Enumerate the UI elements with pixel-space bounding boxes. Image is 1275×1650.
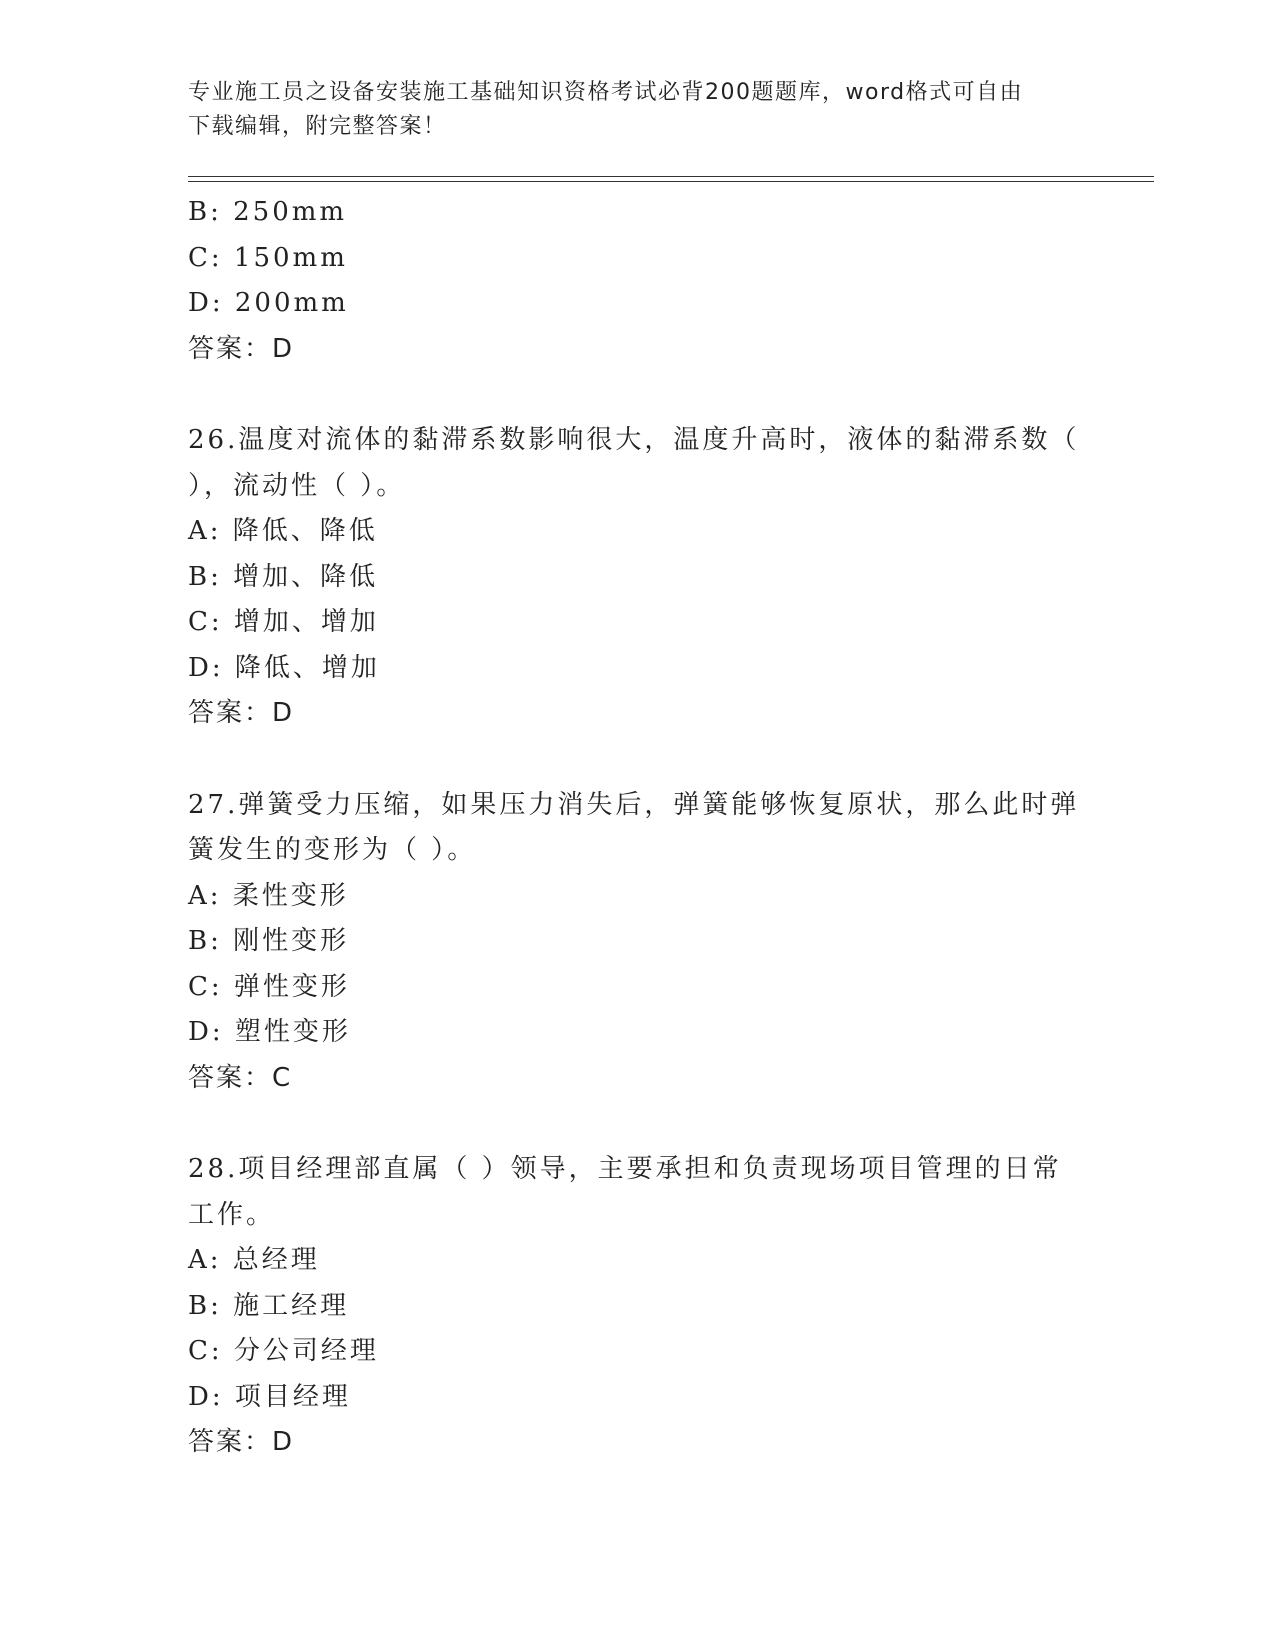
option-a: A: 柔性变形	[188, 880, 349, 911]
answer: 答案：D	[188, 1427, 295, 1457]
document-header	[188, 76, 1068, 144]
question-list	[188, 190, 1088, 1466]
option-c: C: 150mm	[188, 242, 348, 273]
question-26	[188, 418, 1088, 737]
option-d: D: 降低、增加	[188, 652, 380, 683]
option-b: B: 增加、降低	[188, 561, 379, 592]
answer: 答案：C	[188, 1062, 293, 1093]
option-c: C: 增加、增加	[188, 607, 379, 637]
option-c: C: 弹性变形	[188, 971, 350, 1002]
option-d: D: 项目经理	[188, 1381, 351, 1412]
option-d: D: 塑性变形	[188, 1017, 351, 1047]
option-d: D: 200mm	[188, 288, 349, 318]
question-text-line-1: 26.温度对流体的黏滞系数影响很大，温度升高时，液体的黏滞系数（	[188, 425, 1080, 455]
option-b: B: 250mm	[188, 197, 348, 227]
option-b: B: 施工经理	[188, 1290, 350, 1321]
question-28	[188, 1147, 1088, 1466]
spacer	[188, 372, 1088, 418]
question-27	[188, 783, 1088, 1102]
header-title-line-1: 专业施工员之设备安装施工基础知识资格考试必背200题题库，word格式可自由	[188, 80, 1024, 105]
header-rule-top	[188, 176, 1154, 177]
option-a: A: 总经理	[188, 1245, 320, 1275]
header-rule-bottom	[188, 181, 1154, 182]
option-c: C: 分公司经理	[188, 1336, 379, 1366]
header-title-line-2: 下载编辑，附完整答案！	[188, 114, 447, 139]
spacer	[188, 1101, 1088, 1147]
answer: 答案：D	[188, 333, 295, 364]
spacer	[188, 737, 1088, 783]
question-text-line-2: 工作。	[188, 1199, 276, 1230]
option-b: B: 刚性变形	[188, 926, 350, 956]
option-a: A: 降低、降低	[188, 516, 378, 546]
question-25-tail	[188, 190, 1088, 372]
question-text-line-2: ），流动性（ ）。	[188, 470, 406, 501]
question-text-line-1: 27.弹簧受力压缩，如果压力消失后，弹簧能够恢复原状，那么此时弹	[188, 789, 1080, 820]
question-text-line-2: 簧发生的变形为（ ）。	[188, 835, 477, 865]
question-text-line-1: 28.项目经理部直属（ ）领导，主要承担和负责现场项目管理的日常	[188, 1154, 1062, 1184]
answer: 答案：D	[188, 698, 295, 728]
